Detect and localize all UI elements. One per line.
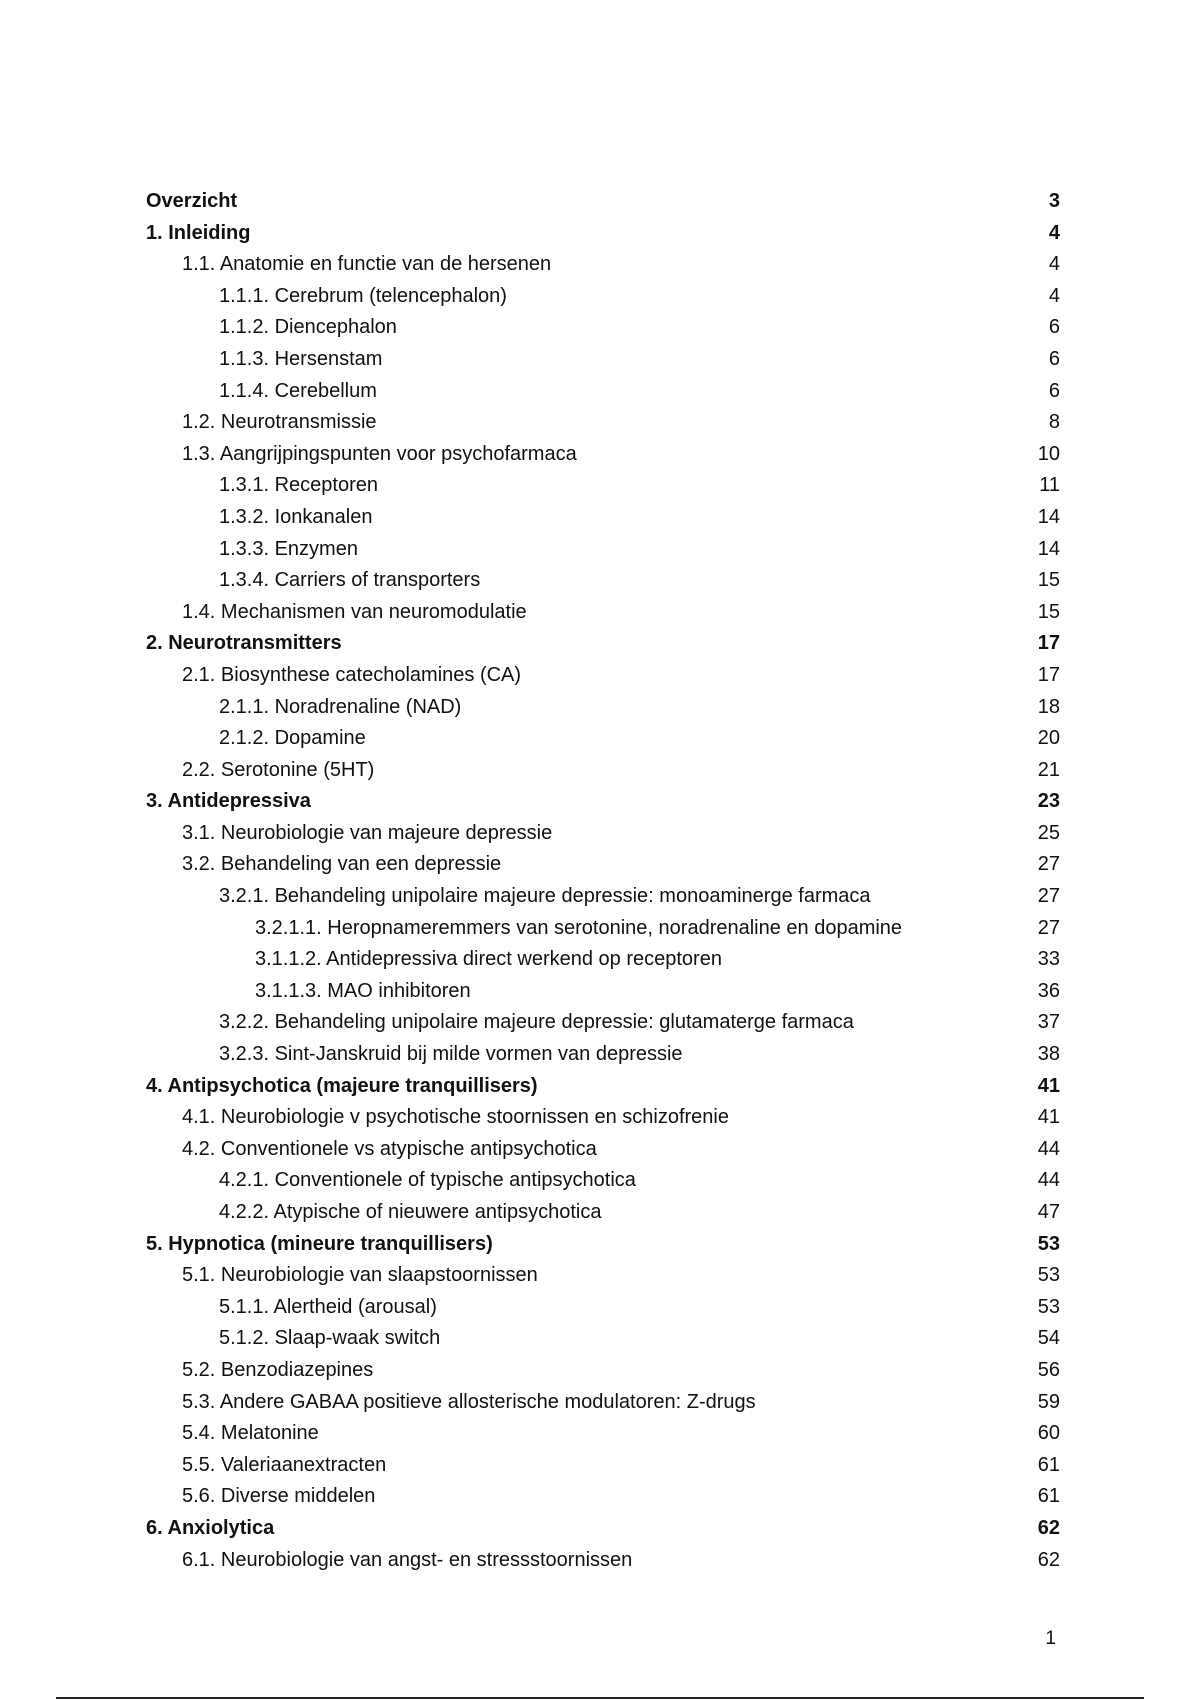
toc-entry-title[interactable]: 3.2.1.1. Heropnameremmers van serotonine, noradrenaline en dopamine bbox=[255, 916, 903, 939]
toc-entry-title[interactable]: Overzicht bbox=[146, 190, 238, 212]
toc-entry-title[interactable]: 5.6. Diverse middelen bbox=[182, 1485, 376, 1508]
toc-entry-page[interactable]: 25 bbox=[1037, 821, 1060, 844]
toc-entry-title[interactable]: 4. Antipsychotica (majeure tranquillisers) bbox=[146, 1074, 538, 1097]
toc-entry-page[interactable]: 14 bbox=[1037, 505, 1060, 528]
toc-entry-page[interactable]: 6 bbox=[1048, 379, 1060, 402]
toc-entry[interactable] bbox=[146, 1197, 1060, 1229]
toc-entry-page[interactable]: 33 bbox=[1037, 948, 1060, 971]
toc-entry-page[interactable]: 20 bbox=[1037, 727, 1060, 750]
toc-entry-title[interactable]: 1.4. Mechanismen van neuromodulatie bbox=[182, 600, 527, 623]
table-of-contents bbox=[146, 186, 1060, 1576]
toc-entry-page[interactable]: 53 bbox=[1037, 1232, 1060, 1255]
toc-entry-title[interactable]: 1.1.2. Diencephalon bbox=[219, 316, 397, 339]
toc-entry[interactable] bbox=[146, 1039, 1060, 1071]
toc-entry-page[interactable]: 62 bbox=[1037, 1548, 1060, 1571]
toc-entry[interactable] bbox=[146, 755, 1060, 787]
toc-entry-page[interactable]: 21 bbox=[1037, 758, 1060, 781]
toc-entry[interactable] bbox=[146, 881, 1060, 913]
toc-entry[interactable] bbox=[146, 597, 1060, 629]
toc-entry[interactable] bbox=[146, 344, 1060, 376]
toc-entry-page[interactable]: 37 bbox=[1037, 1011, 1060, 1034]
toc-entry[interactable] bbox=[146, 944, 1060, 976]
toc-entry-page[interactable]: 54 bbox=[1037, 1327, 1060, 1350]
toc-entry-page[interactable]: 4 bbox=[1048, 221, 1060, 244]
toc-entry[interactable] bbox=[146, 692, 1060, 724]
toc-entry[interactable] bbox=[146, 407, 1060, 439]
toc-entry-title[interactable]: 5.1.1. Alertheid (arousal) bbox=[219, 1295, 437, 1318]
toc-entry-page[interactable]: 56 bbox=[1037, 1358, 1060, 1381]
toc-entry-title[interactable]: 3.1. Neurobiologie van majeure depressie bbox=[182, 821, 553, 844]
toc-entry-title[interactable]: 4.1. Neurobiologie v psychotische stoornissen en schizofrenie bbox=[182, 1106, 729, 1129]
toc-entry-title[interactable]: 3.1.1.2. Antidepressiva direct werkend op receptoren bbox=[255, 948, 722, 971]
toc-entry[interactable] bbox=[146, 565, 1060, 597]
toc-entry-title[interactable]: 3.1.1.3. MAO inhibitoren bbox=[255, 979, 471, 1002]
toc-entry-title[interactable]: 1.3.3. Enzymen bbox=[219, 537, 358, 560]
toc-entry-page[interactable]: 27 bbox=[1037, 853, 1060, 876]
toc-entry-page[interactable]: 53 bbox=[1037, 1264, 1060, 1287]
toc-entry[interactable] bbox=[146, 1323, 1060, 1355]
toc-entry-page[interactable]: 53 bbox=[1037, 1295, 1060, 1318]
toc-entry-title[interactable]: 1.3.4. Carriers of transporters bbox=[219, 569, 481, 592]
toc-entry-title[interactable]: 1.1. Anatomie en functie van de hersenen bbox=[182, 253, 552, 276]
toc-entry-page[interactable]: 59 bbox=[1037, 1390, 1060, 1413]
toc-entry-title[interactable]: 3.2. Behandeling van een depressie bbox=[182, 853, 502, 876]
toc-entry-title[interactable]: 1.2. Neurotransmissie bbox=[182, 411, 377, 434]
toc-entry-title[interactable]: 3.2.1. Behandeling unipolaire majeure depressie: monoaminerge farmaca bbox=[219, 885, 871, 908]
toc-entry[interactable] bbox=[146, 786, 1060, 818]
toc-entry[interactable] bbox=[146, 1418, 1060, 1450]
toc-entry-page[interactable]: 15 bbox=[1037, 600, 1060, 623]
toc-entry-page[interactable]: 17 bbox=[1037, 632, 1060, 655]
toc-entry[interactable] bbox=[146, 1292, 1060, 1324]
toc-entry[interactable] bbox=[146, 439, 1060, 471]
toc-entry-title[interactable]: 1.3. Aangrijpingspunten voor psychofarmaca bbox=[182, 442, 577, 465]
toc-entry-title[interactable]: 4.2.2. Atypische of nieuwere antipsychotica bbox=[219, 1201, 602, 1223]
toc-entry-title[interactable]: 5.1.2. Slaap-waak switch bbox=[219, 1327, 441, 1350]
toc-entry[interactable] bbox=[146, 502, 1060, 534]
toc-entry[interactable] bbox=[146, 312, 1060, 344]
toc-entry-page[interactable]: 11 bbox=[1039, 474, 1060, 497]
toc-entry-page[interactable]: 61 bbox=[1037, 1485, 1060, 1508]
toc-entry[interactable] bbox=[146, 660, 1060, 692]
toc-entry-page[interactable]: 61 bbox=[1037, 1453, 1060, 1476]
toc-entry[interactable] bbox=[146, 1481, 1060, 1513]
toc-entry-page[interactable]: 18 bbox=[1037, 695, 1060, 718]
toc-entry-title[interactable]: 1.3.1. Receptoren bbox=[219, 474, 378, 497]
toc-entry-title[interactable]: 1. Inleiding bbox=[146, 221, 251, 244]
toc-entry[interactable] bbox=[146, 376, 1060, 408]
toc-entry[interactable] bbox=[146, 186, 1060, 218]
page-number: 1 bbox=[1045, 1628, 1056, 1649]
footer-divider bbox=[56, 1697, 1144, 1699]
toc-entry-page[interactable]: 17 bbox=[1037, 663, 1060, 686]
toc-entry[interactable] bbox=[146, 249, 1060, 281]
toc-entry-page[interactable]: 27 bbox=[1037, 916, 1060, 939]
toc-entry-page[interactable]: 44 bbox=[1037, 1169, 1060, 1192]
toc-entry[interactable] bbox=[146, 1387, 1060, 1419]
toc-entry-page[interactable]: 27 bbox=[1037, 885, 1060, 908]
toc-entry-page[interactable]: 4 bbox=[1048, 284, 1060, 307]
toc-entry-title[interactable]: 4.2.1. Conventionele of typische antipsychotica bbox=[219, 1169, 636, 1192]
toc-entry-title[interactable]: 5.5. Valeriaanextracten bbox=[182, 1453, 387, 1476]
toc-entry-title[interactable]: 6. Anxiolytica bbox=[146, 1516, 275, 1539]
toc-entry-title[interactable]: 4.2. Conventionele vs atypische antipsychotica bbox=[182, 1137, 597, 1160]
toc-entry-page[interactable]: 60 bbox=[1037, 1422, 1060, 1445]
toc-entry-page[interactable]: 36 bbox=[1037, 979, 1060, 1002]
toc-entry[interactable] bbox=[146, 1071, 1060, 1103]
toc-entry-title[interactable]: 5. Hypnotica (mineure tranquillisers) bbox=[146, 1232, 493, 1255]
toc-entry-title[interactable]: 2. Neurotransmitters bbox=[146, 632, 342, 655]
toc-entry[interactable] bbox=[146, 1355, 1060, 1387]
toc-entry[interactable] bbox=[146, 1165, 1060, 1197]
toc-entry-title[interactable]: 3. Antidepressiva bbox=[146, 790, 311, 813]
toc-entry[interactable] bbox=[146, 281, 1060, 313]
toc-entry-title[interactable]: 1.1.3. Hersenstam bbox=[219, 347, 383, 370]
toc-entry-page[interactable]: 10 bbox=[1037, 442, 1060, 465]
toc-entry[interactable] bbox=[146, 1007, 1060, 1039]
toc-entry-page[interactable]: 8 bbox=[1048, 411, 1060, 434]
toc-entry[interactable] bbox=[146, 1450, 1060, 1482]
toc-entry[interactable] bbox=[146, 1260, 1060, 1292]
toc-entry-title[interactable]: 3.2.2. Behandeling unipolaire majeure depressie: glutamaterge farmaca bbox=[219, 1011, 854, 1034]
toc-entry-page[interactable]: 4 bbox=[1048, 253, 1060, 276]
toc-entry[interactable] bbox=[146, 723, 1060, 755]
toc-entry-page[interactable]: 6 bbox=[1048, 316, 1060, 339]
toc-entry-title[interactable]: 5.1. Neurobiologie van slaapstoornissen bbox=[182, 1264, 538, 1287]
toc-entry-title[interactable]: 5.4. Melatonine bbox=[182, 1422, 319, 1445]
toc-entry-page[interactable]: 41 bbox=[1037, 1074, 1060, 1097]
toc-entry-page[interactable]: 62 bbox=[1037, 1516, 1060, 1539]
toc-entry-title[interactable]: 2.1. Biosynthese catecholamines (CA) bbox=[182, 663, 522, 686]
toc-entry[interactable] bbox=[146, 818, 1060, 850]
toc-entry-page[interactable]: 14 bbox=[1037, 537, 1060, 560]
toc-entry-page[interactable]: 44 bbox=[1037, 1137, 1060, 1160]
toc-entry[interactable] bbox=[146, 218, 1060, 250]
toc-entry-title[interactable]: 2.1.1. Noradrenaline (NAD) bbox=[219, 695, 462, 718]
toc-entry-page[interactable]: 41 bbox=[1037, 1106, 1060, 1129]
toc-entry-title[interactable]: 2.1.2. Dopamine bbox=[219, 727, 366, 750]
toc-entry[interactable] bbox=[146, 1229, 1060, 1261]
toc-entry-title[interactable]: 1.3.2. Ionkanalen bbox=[219, 505, 373, 528]
toc-entry-page[interactable]: 6 bbox=[1048, 347, 1060, 370]
toc-entry[interactable] bbox=[146, 913, 1060, 945]
toc-entry-page[interactable]: 23 bbox=[1037, 790, 1060, 813]
toc-entry-title[interactable]: 6.1. Neurobiologie van angst- en stressstoornissen bbox=[182, 1548, 633, 1571]
toc-entry-page[interactable]: 47 bbox=[1037, 1201, 1060, 1223]
toc-entry[interactable] bbox=[146, 1513, 1060, 1545]
toc-entry[interactable] bbox=[146, 849, 1060, 881]
toc-entry-title[interactable]: 3.2.3. Sint-Janskruid bij milde vormen van depressie bbox=[219, 1043, 683, 1066]
toc-entry[interactable] bbox=[146, 534, 1060, 566]
toc-entry[interactable] bbox=[146, 1134, 1060, 1166]
toc-entry[interactable] bbox=[146, 1102, 1060, 1134]
toc-entry-title[interactable]: 5.2. Benzodiazepines bbox=[182, 1358, 374, 1381]
toc-entry[interactable] bbox=[146, 1545, 1060, 1577]
toc-entry[interactable] bbox=[146, 470, 1060, 502]
toc-entry[interactable] bbox=[146, 976, 1060, 1008]
toc-entry-title[interactable]: 1.1.1. Cerebrum (telencephalon) bbox=[219, 284, 507, 307]
toc-entry[interactable] bbox=[146, 628, 1060, 660]
toc-entry-title[interactable]: 1.1.4. Cerebellum bbox=[219, 379, 377, 402]
toc-entry-title[interactable]: 5.3. Andere GABAA positieve allosterische modulatoren: Z-drugs bbox=[182, 1390, 756, 1413]
toc-entry-page[interactable]: 3 bbox=[1048, 190, 1060, 212]
toc-entry-page[interactable]: 15 bbox=[1037, 569, 1060, 592]
toc-entry-page[interactable]: 38 bbox=[1037, 1043, 1060, 1066]
toc-entry-title[interactable]: 2.2. Serotonine (5HT) bbox=[182, 758, 375, 781]
